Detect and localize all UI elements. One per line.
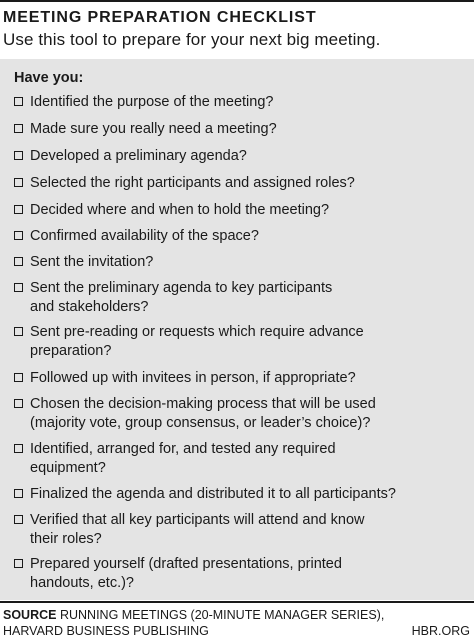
checklist-item-label: Sent pre-reading or requests which require advance preparation? xyxy=(30,324,364,359)
checklist-item-label: Developed a preliminary agenda? xyxy=(30,148,247,164)
checkbox-icon[interactable] xyxy=(14,373,23,382)
checkbox-icon[interactable] xyxy=(14,151,23,160)
checkbox-icon[interactable] xyxy=(14,283,23,292)
checklist-item-label: Prepared yourself (drafted presentations, printed handouts, etc.)? xyxy=(30,556,342,591)
checklist-item-label: Chosen the decision-making process that will be used (majority vote, group consensus, or leader’s choice)? xyxy=(30,396,376,431)
top-rule xyxy=(0,0,474,2)
checkbox-icon[interactable] xyxy=(14,327,23,336)
checklist-panel xyxy=(0,59,474,600)
checkbox-icon[interactable] xyxy=(14,559,23,568)
checkbox-icon[interactable] xyxy=(14,444,23,453)
checklist-heading: Have you: xyxy=(14,70,84,86)
source-line-2: HARVARD BUSINESS PUBLISHING xyxy=(3,624,209,638)
checklist-item-label: Sent the invitation? xyxy=(30,254,154,270)
checkbox-icon[interactable] xyxy=(14,205,23,214)
footer-rule xyxy=(0,601,474,603)
checkbox-icon[interactable] xyxy=(14,257,23,266)
checklist-item-label: Finalized the agenda and distributed it to all participants? xyxy=(30,486,396,502)
checkbox-icon[interactable] xyxy=(14,231,23,240)
checkbox-icon[interactable] xyxy=(14,97,23,106)
checklist-item-label: Selected the right participants and assigned roles? xyxy=(30,175,355,191)
checkbox-icon[interactable] xyxy=(14,489,23,498)
source-credit xyxy=(3,607,384,639)
source-line-1: RUNNING MEETINGS (20-MINUTE MANAGER SERIES), xyxy=(59,608,385,622)
page-subtitle: Use this tool to prepare for your next big meeting. xyxy=(3,30,381,49)
source-label: SOURCE xyxy=(3,608,57,622)
checkbox-icon[interactable] xyxy=(14,399,23,408)
site-credit: HBR.ORG xyxy=(411,624,470,638)
page-title: MEETING PREPARATION CHECKLIST xyxy=(3,9,317,26)
checkbox-icon[interactable] xyxy=(14,178,23,187)
checklist-item-label: Followed up with invitees in person, if appropriate? xyxy=(30,370,356,386)
checklist-item-label: Sent the preliminary agenda to key participants and stakeholders? xyxy=(30,280,333,315)
checkbox-icon[interactable] xyxy=(14,515,23,524)
checklist-item-label: Verified that all key participants will attend and know their roles? xyxy=(30,512,365,547)
checklist-item-label: Identified, arranged for, and tested any required equipment? xyxy=(30,441,336,476)
checklist-item-label: Made sure you really need a meeting? xyxy=(30,121,277,137)
checkbox-icon[interactable] xyxy=(14,124,23,133)
checklist-item-label: Confirmed availability of the space? xyxy=(30,228,259,244)
checklist-item-label: Decided where and when to hold the meeting? xyxy=(30,202,330,218)
checklist-item-label: Identified the purpose of the meeting? xyxy=(30,94,274,110)
